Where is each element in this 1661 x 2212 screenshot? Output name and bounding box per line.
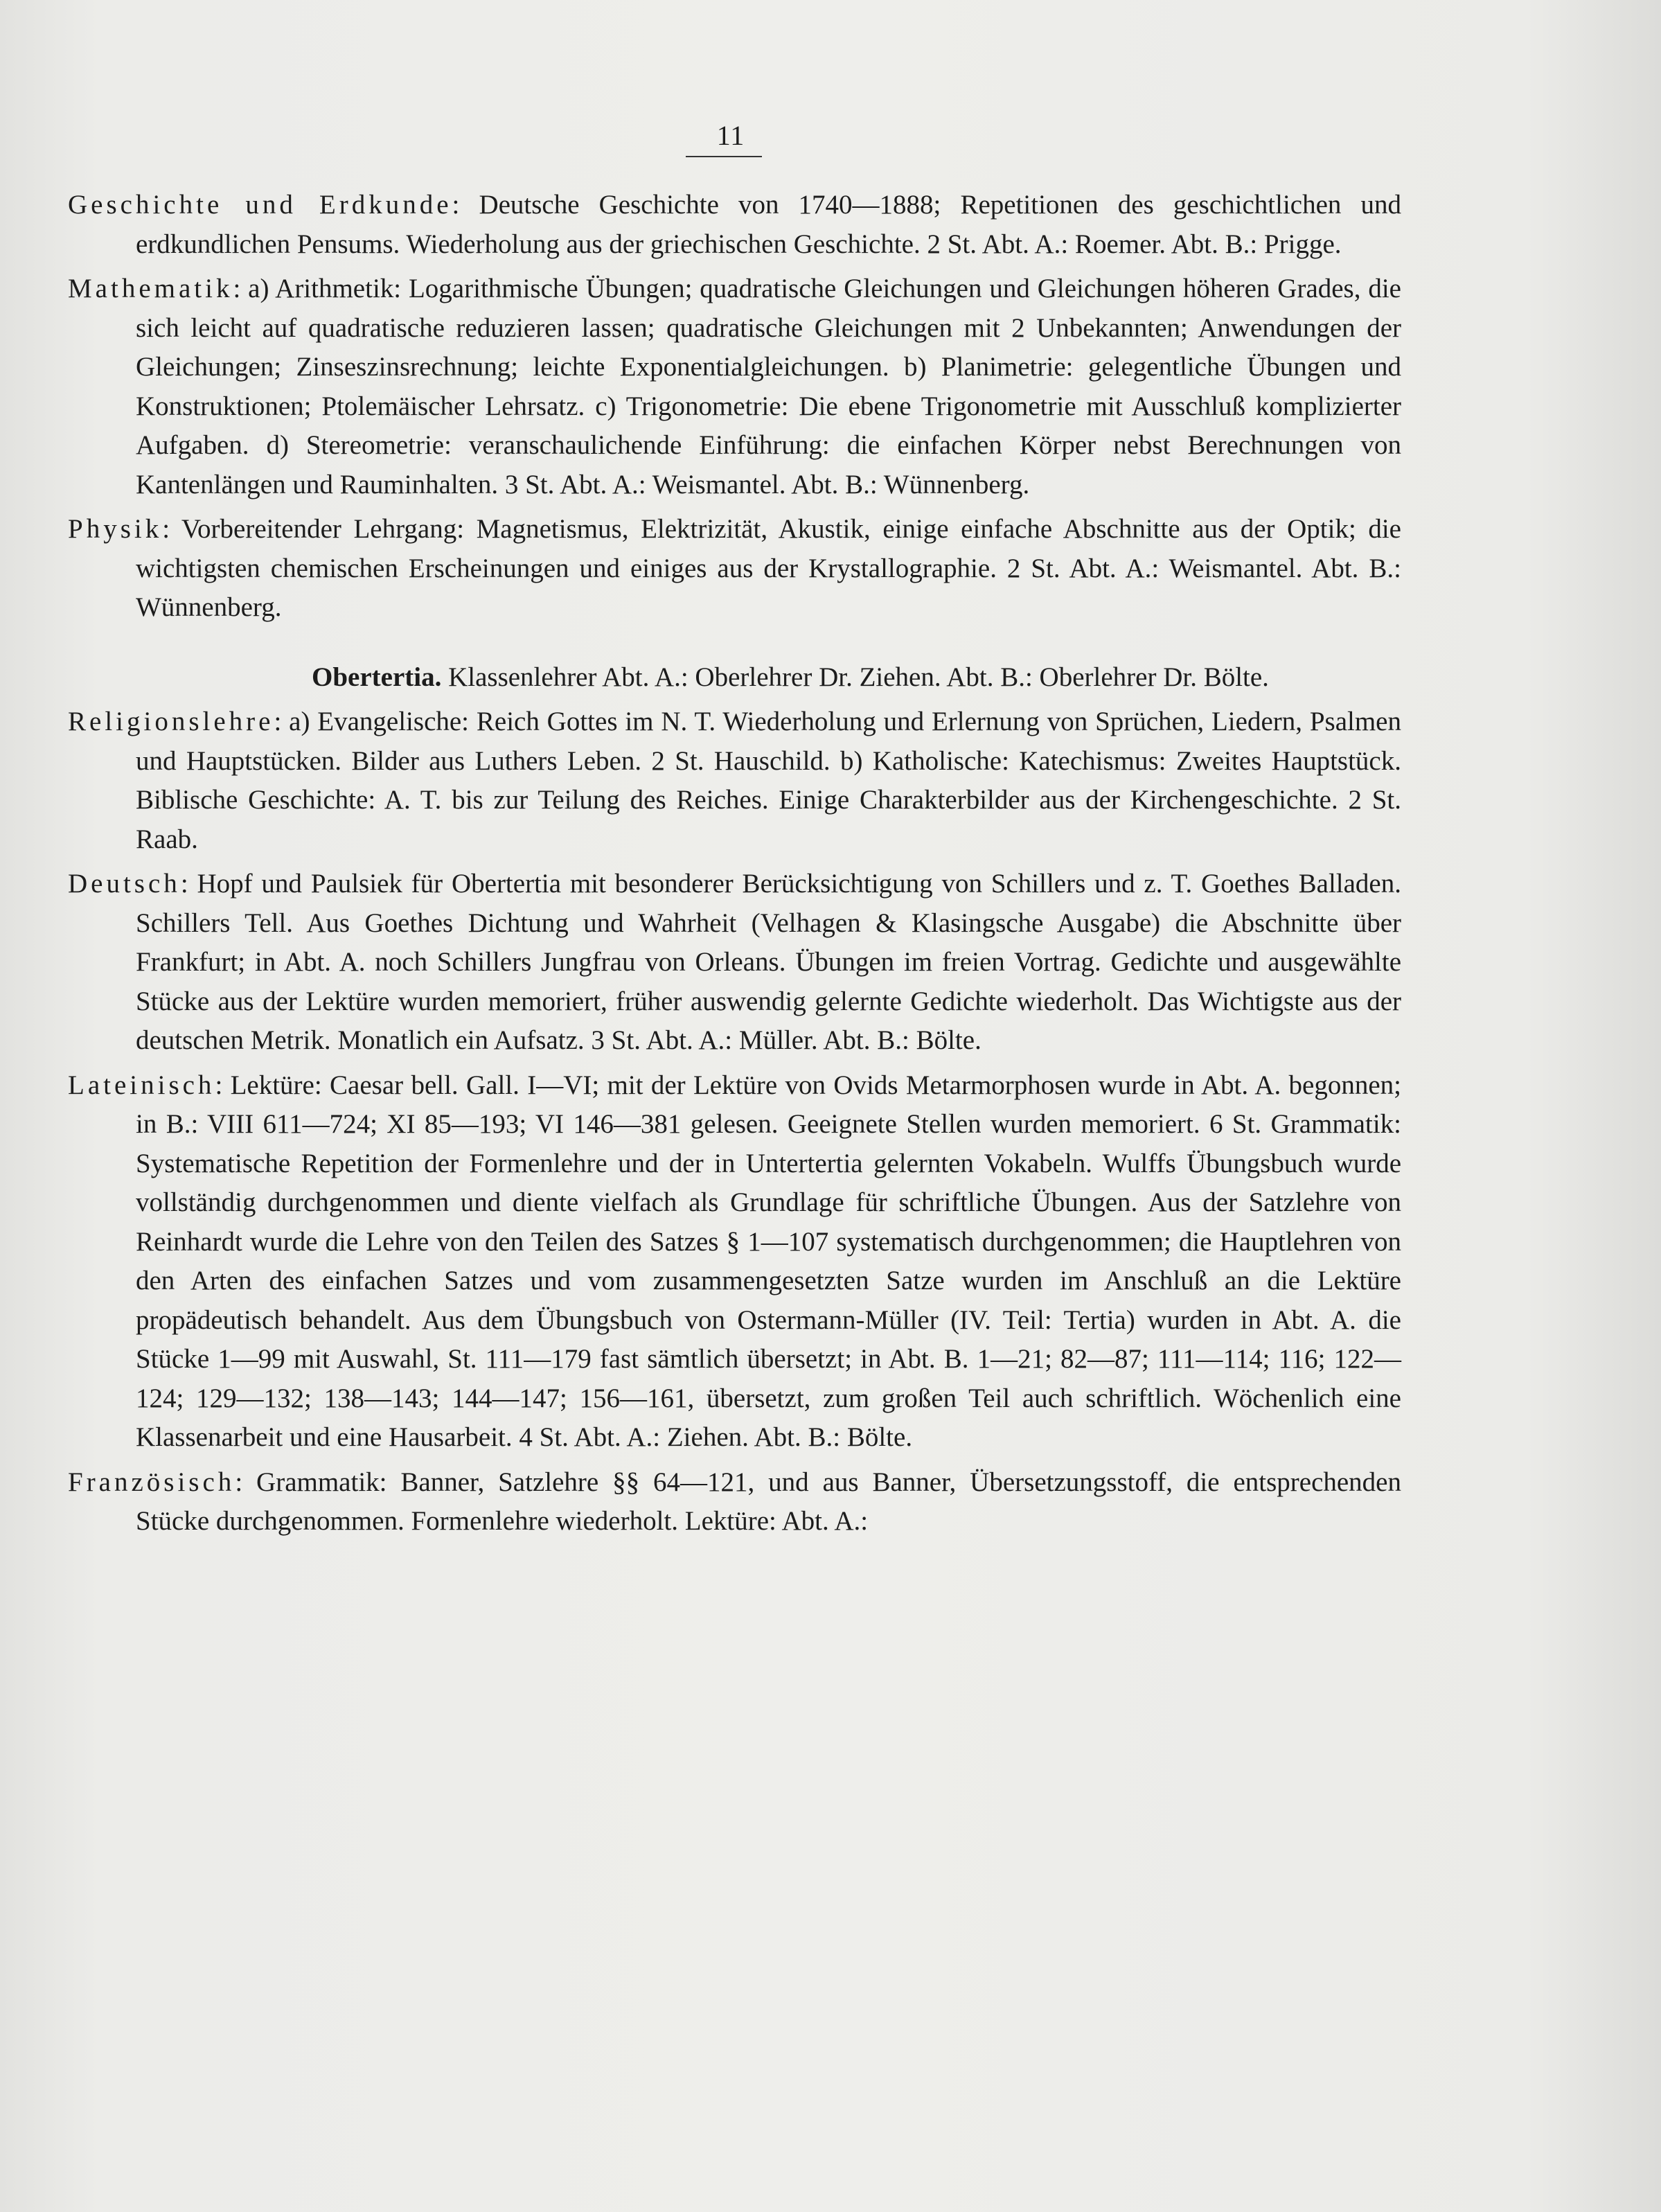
section-text: : Vorbereitender Lehrgang: Magnetismus, Elektrizität, Akustik, einige einfache Abschnitte aus der Optik; die wichtigsten chemischen Erscheinungen und einiges aus der Krystallographie. 2 St. Abt. A.: Weismantel. Abt. B.: Wünnenberg. (136, 514, 1401, 622)
section-text: : Hopf und Paulsiek für Obertertia mit besonderer Berücksichtigung von Schillers und z. T. Goethes Balladen. Schillers Tell. Aus Goethes Dichtung und Wahrheit (Velhagen & Klasingsche Ausgabe) die Abschnitte über Frankfurt; in Abt. A. noch Schillers Jungfrau von Orleans. Übungen im freien Vortrag. Gedichte und ausgewählte Stücke aus der Lektüre wurden memoriert, früher auswendig gelernte Gedichte wiederholt. Das Wichtigste aus der deutschen Metrik. Monatlich ein Aufsatz. 3 St. Abt. A.: Müller. Abt. B.: Bölte. (136, 869, 1401, 1055)
subject-label: Französisch (68, 1467, 236, 1497)
body-text (68, 186, 1401, 1541)
section-physik (68, 510, 1401, 628)
section-geschichte-erdkunde (68, 186, 1401, 264)
subject-label: Physik (68, 514, 163, 544)
subject-label: Geschichte und Erdkunde (68, 190, 452, 220)
section-lateinisch (68, 1066, 1401, 1458)
section-text: : a) Arithmetik: Logarithmische Übungen; quadratische Gleichungen und Gleichungen höheren Grades, die sich leicht auf quadratische reduzieren lassen; quadratische Gleichungen mit 2 Unbekannten; Anwendungen der Gleichungen; Zinseszinsrechnung; leichte Exponentialgleichungen. b) Planimetrie: gelegentliche Übungen und Konstruktionen; Ptolemäischer Lehrsatz. c) Trigonometrie: Die ebene Trigonometrie mit Ausschluß komplizierter Aufgaben. d) Stereometrie: veranschaulichende Einführung: die einfachen Körper nebst Berechnungen von Kantenlängen und Rauminhalten. 3 St. Abt. A.: Weismantel. Abt. B.: Wünnenberg. (136, 274, 1401, 499)
class-teachers: Klassenlehrer Abt. A.: Oberlehrer Dr. Ziehen. Abt. B.: Oberlehrer Dr. Bölte. (441, 662, 1269, 692)
page-number-rule (686, 156, 762, 157)
section-franzoesisch (68, 1463, 1401, 1541)
section-religionslehre (68, 702, 1401, 859)
section-text: : Grammatik: Banner, Satzlehre §§ 64—121, und aus Banner, Übersetzungsstoff, die entsprechenden Stücke durchgenommen. Formenlehre wiederholt. Lektüre: Abt. A.: (136, 1467, 1401, 1536)
subject-label: Mathematik (68, 274, 233, 303)
subject-label: Lateinisch (68, 1070, 215, 1100)
subject-label: Religionslehre (68, 707, 274, 736)
section-text: : Deutsche Geschichte von 1740—1888; Repetitionen des geschichtlichen und erdkundlichen Pensums. Wiederholung aus der griechischen Geschichte. 2 St. Abt. A.: Roemer. Abt. B.: Prigge. (136, 190, 1402, 259)
class-heading (68, 658, 1401, 698)
section-mathematik (68, 269, 1401, 504)
section-text: : Lektüre: Caesar bell. Gall. I—VI; mit der Lektüre von Ovids Metarmorphosen wurde in Abt. A. begonnen; in B.: VIII 611—724; XI 85—193; VI 146—381 gelesen. Geeignete Stellen wurden memoriert. 6 St. Grammatik: Systematische Repetition der Formenlehre und der in Untertertia gelernten Vokabeln. Wulffs Übungsbuch wurde vollständig durchgenommen und diente vielfach als Grundlage für schriftliche Übungen. Aus der Satzlehre von Reinhardt wurde die Lehre von den Teilen des Satzes § 1—107 systematisch durchgenommen; die Hauptlehren von den Arten des einfachen Satzes und vom zusammengesetzten Satze wurden im Anschluß an die Lektüre propädeutisch behandelt. Aus dem Übungsbuch von Ostermann-Müller (IV. Teil: Tertia) wurden in Abt. A. die Stücke 1—99 mit Auswahl, St. 111—179 fast sämtlich übersetzt; in Abt. B. 1—21; 82—87; 111—114; 116; 122—124; 129—132; 138—143; 144—147; 156—161, übersetzt, zum großen Teil auch schriftlich. Wöchenlich eine Klassenarbeit und eine Hausarbeit. 4 St. Abt. A.: Ziehen. Abt. B.: Bölte. (136, 1070, 1401, 1452)
page-number: 11 (716, 120, 745, 151)
class-name: Obertertia. (312, 662, 442, 692)
subject-label: Deutsch (68, 869, 181, 899)
section-deutsch (68, 865, 1401, 1061)
section-text: : a) Evangelische: Reich Gottes im N. T. Wiederholung und Erlernung von Sprüchen, Liedern, Psalmen und Hauptstücken. Bilder aus Luthers Leben. 2 St. Hauschild. b) Katholische: Katechismus: Zweites Hauptstück. Biblische Geschichte: A. T. bis zur Teilung des Reiches. Einige Charakterbilder aus der Kirchengeschichte. 2 St. Raab. (136, 707, 1401, 854)
